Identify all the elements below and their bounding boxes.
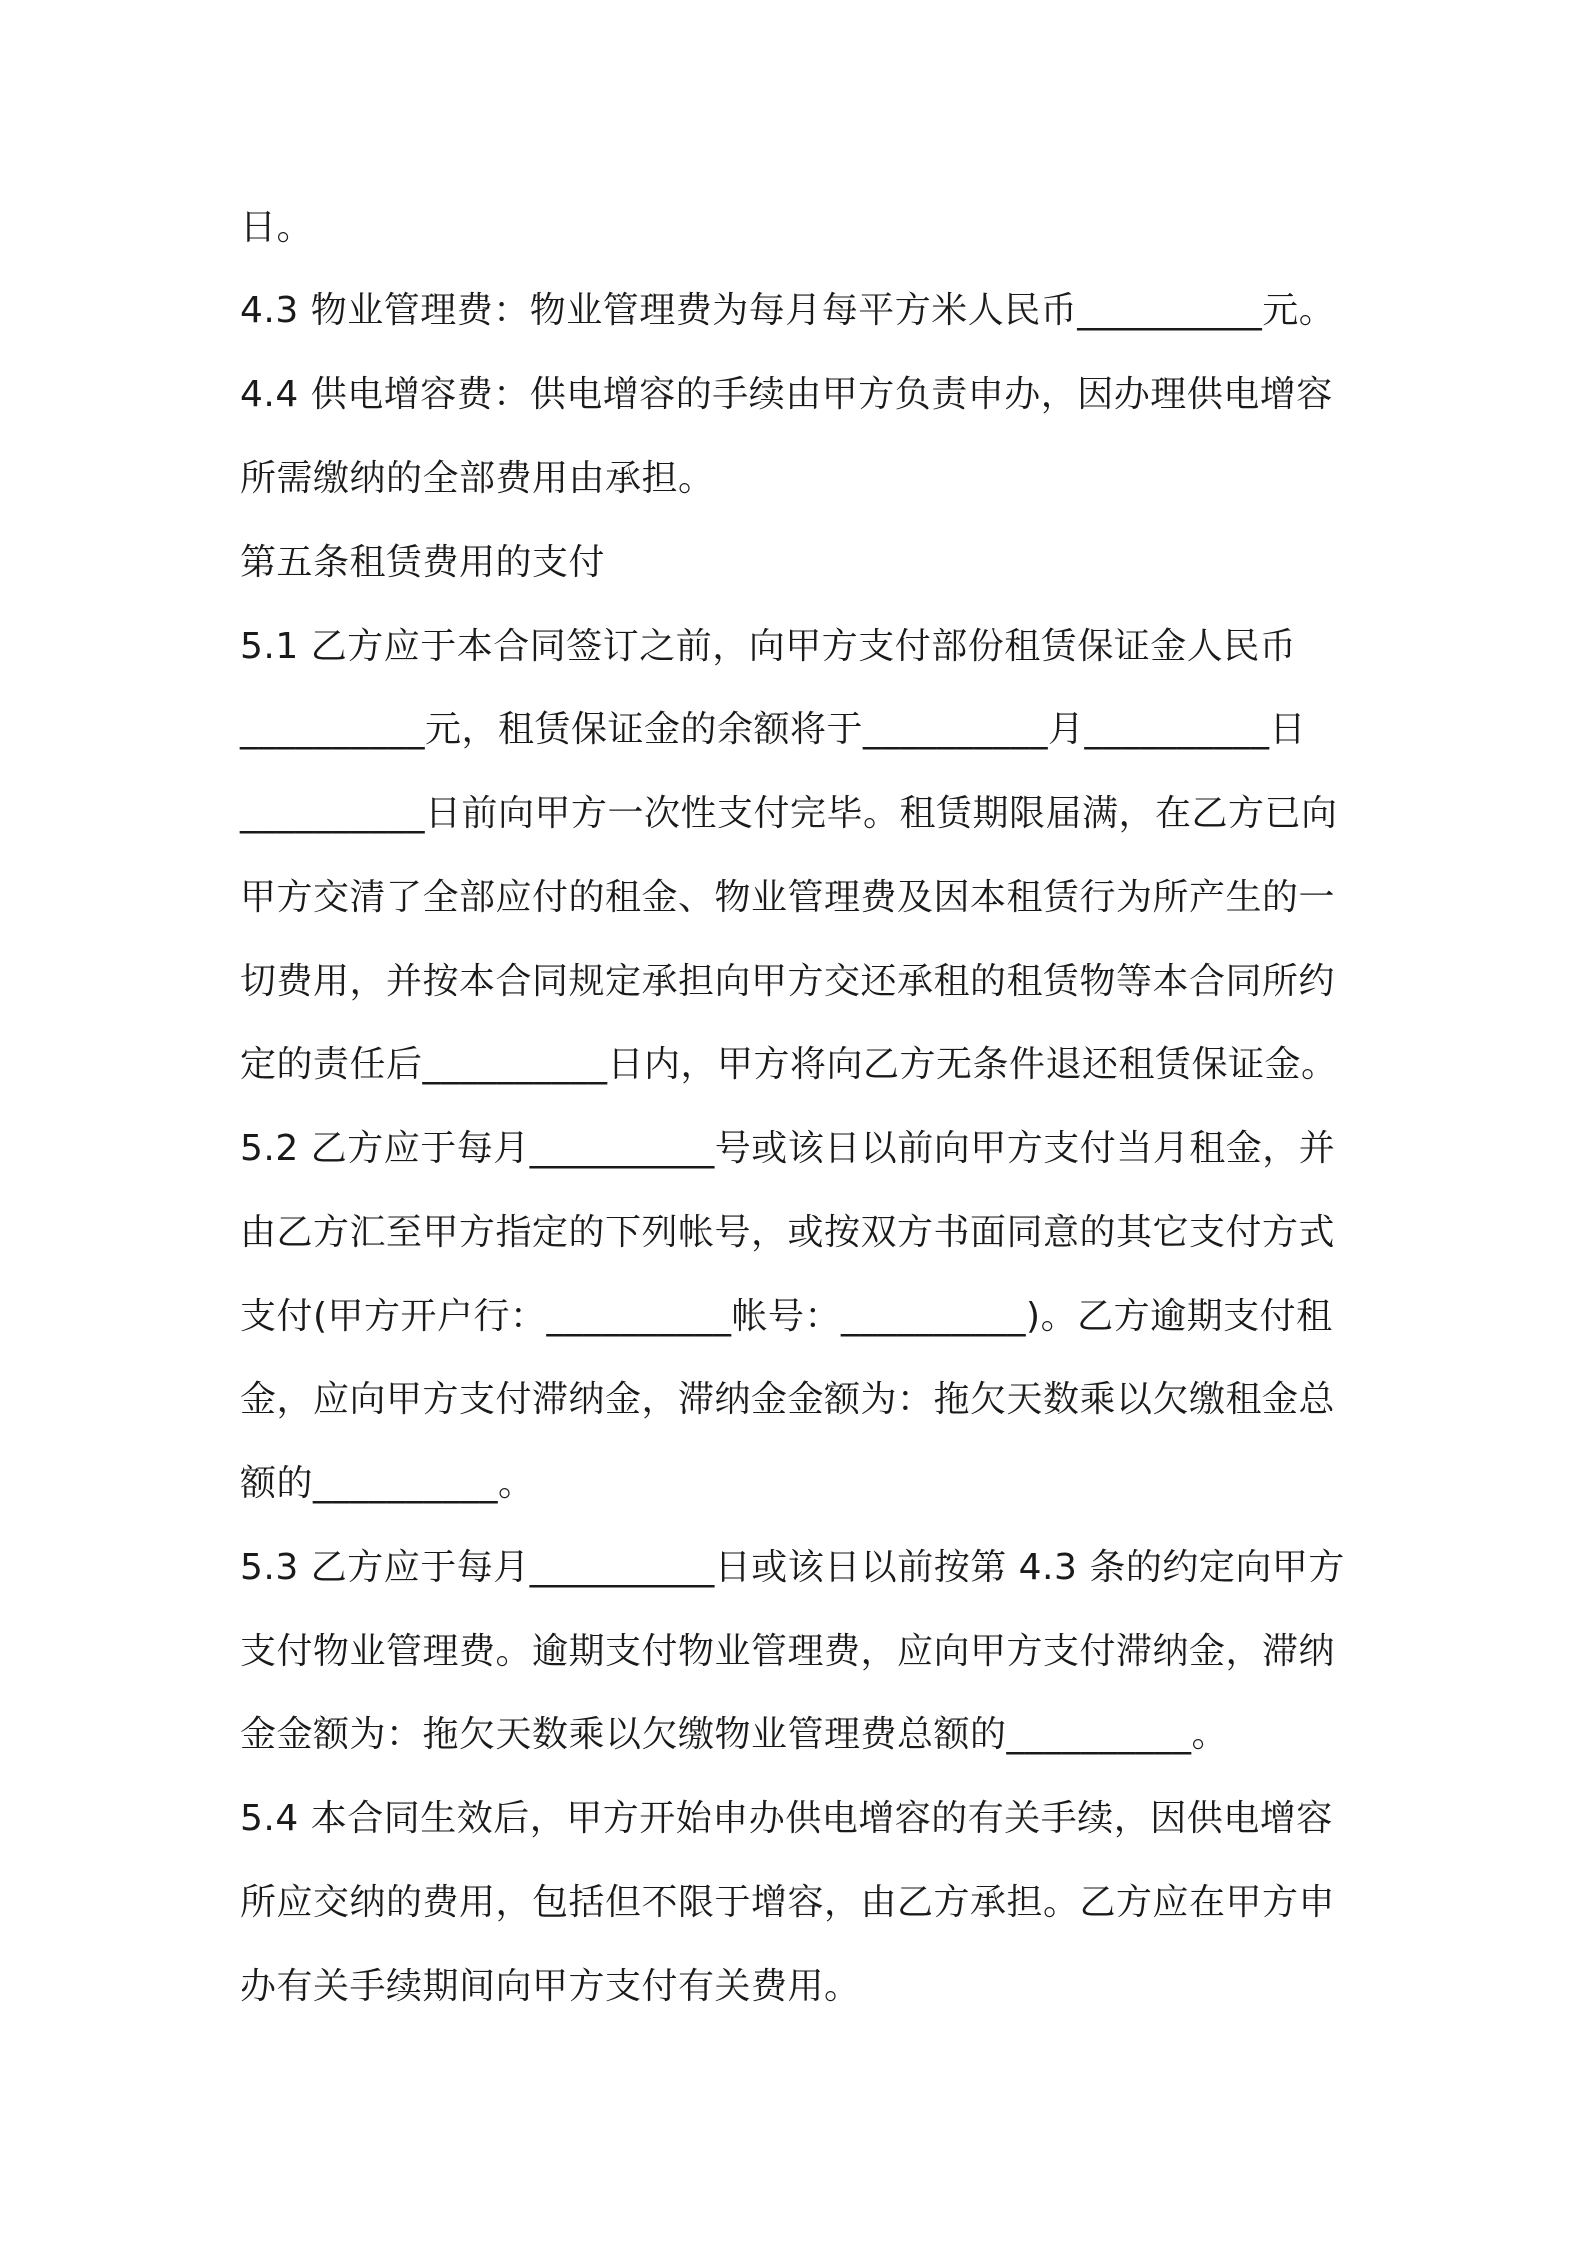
text-line: 5.3 乙方应于每月__________日或该日以前按第 4.3 条的约定向甲方	[240, 1547, 1345, 1588]
text-line: 额的__________。	[240, 1463, 535, 1504]
text-line: 甲方交清了全部应付的租金、物业管理费及因本租赁行为所产生的一	[240, 877, 1336, 918]
text-line: 定的责任后__________日内，甲方将向乙方无条件退还租赁保证金。	[240, 1044, 1338, 1085]
text-line: 5.2 乙方应于每月__________号或该日以前向甲方支付当月租金，并	[240, 1128, 1336, 1169]
text-line: 支付(甲方开户行：__________帐号：__________)。乙方逾期支付租	[240, 1296, 1333, 1337]
text-line: 办有关手续期间向甲方支付有关费用。	[240, 1966, 861, 2007]
text-line: 5.1 乙方应于本合同签订之前，向甲方支付部份租赁保证金人民币	[240, 626, 1297, 667]
text-line: __________元，租赁保证金的余额将于__________月__________日	[240, 709, 1307, 750]
text-line: 4.3 物业管理费：物业管理费为每月每平方米人民币__________元。	[240, 290, 1336, 331]
text-line: 金，应向甲方支付滞纳金，滞纳金金额为：拖欠天数乘以欠缴租金总	[240, 1379, 1336, 1420]
text-line: 由乙方汇至甲方指定的下列帐号，或按双方书面同意的其它支付方式	[240, 1212, 1336, 1253]
section-heading: 第五条租赁费用的支付	[240, 542, 606, 583]
text-line: 5.4 本合同生效后，甲方开始申办供电增容的有关手续，因供电增容	[240, 1798, 1333, 1839]
text-line: 金金额为：拖欠天数乘以欠缴物业管理费总额的__________。	[240, 1714, 1229, 1755]
text-line: 4.4 供电增容费：供电增容的手续由甲方负责申办，因办理供电增容	[240, 374, 1333, 415]
text-line: __________日前向甲方一次性支付完毕。租赁期限届满，在乙方已向	[240, 793, 1338, 834]
text-line: 所需缴纳的全部费用由承担。	[240, 458, 715, 499]
text-line: 所应交纳的费用，包括但不限于增容，由乙方承担。乙方应在甲方申	[240, 1882, 1336, 1923]
text-line: 日。	[240, 207, 314, 248]
text-line: 切费用，并按本合同规定承担向甲方交还承租的租赁物等本合同所约	[240, 961, 1336, 1002]
text-line: 支付物业管理费。逾期支付物业管理费，应向甲方支付滞纳金，滞纳	[240, 1631, 1336, 1672]
